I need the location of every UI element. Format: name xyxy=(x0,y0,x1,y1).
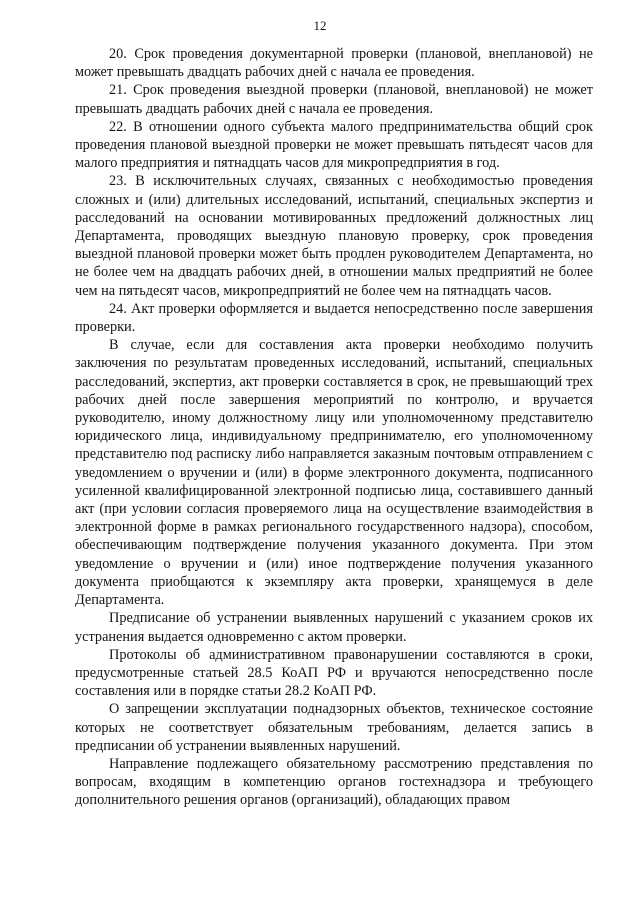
page-number: 12 xyxy=(313,18,327,33)
paragraph-21: 21. Срок проведения выездной проверки (плановой, внеплановой) не может превышать двадцать рабочих дней с начала ее проведения. xyxy=(75,82,593,117)
paragraph-22: 22. В отношении одного субъекта малого предпринимательства общий срок проведения плановой выездной проверки не может превышать пятьдесят часов для малого предприятия и пятнадцать часов для микропредприятия в год. xyxy=(75,118,593,172)
paragraph-act-delivery: В случае, если для составления акта проверки необходимо получить заключения по результатам проведенных исследований, испытаний, специальных расследований, экспертиз, акт проверки составляется в срок, не превышающий трех рабочих дней после завершения мероприятий по контролю, и вручается руководителю, иному должностному лицу или уполномоченному представителю юридического лица, индивидуальному предпринимателю, его уполномоченному представителю под расписку либо направляется заказным почтовым отправлением с уведомлением о вручении и (или) в форме электронного документа, подписанного усиленной квалифицированной электронной подписью лица, составившего данный акт (при условии согласия проверяемого лица на осуществление взаимодействия в электронной форме в рамках регионального государственного надзора), способом, обеспечивающим подтверждение получения указанного документа. При этом уведомление о вручении и (или) иное подтверждение получения указанного документа приобщаются к экземпляру акта проверки, хранящемуся в деле Департамента. xyxy=(75,337,593,609)
paragraph-20: 20. Срок проведения документарной проверки (плановой, внеплановой) не может превышать двадцать рабочих дней с начала ее проведения. xyxy=(75,46,593,81)
paragraph-protocols: Протоколы об административном правонарушении составляются в сроки, предусмотренные статьей 28.5 КоАП РФ и вручаются непосредственно после составления или в порядке статьи 28.2 КоАП РФ. xyxy=(75,646,593,700)
paragraph-24: 24. Акт проверки оформляется и выдается непосредственно после завершения проверки. xyxy=(75,300,593,336)
paragraph-prescription: Предписание об устранении выявленных нарушений с указанием сроков их устранения выдается одновременно с актом проверки. xyxy=(75,610,593,645)
paragraph-operation-ban: О запрещении эксплуатации поднадзорных объектов, техническое состояние которых не соответствует обязательным требованиям, делается запись в предписании об устранении выявленных нарушений. xyxy=(75,701,593,754)
paragraph-submission: Направление подлежащего обязательному рассмотрению представления по вопросам, входящим в компетенцию органов гостехнадзора и требующего дополнительного решения органов (организаций), обладающих правом xyxy=(75,755,593,809)
paragraph-23: 23. В исключительных случаях, связанных с необходимостью проведения сложных и (или) длительных исследований, испытаний, специальных экспертиз и расследований на основании мотивированных предложений должностных лиц Департамента, проводящих выездную плановую проверку, срок проведения выездной плановой проверки может быть продлен руководителем Департамента, но не более чем на двадцать рабочих дней, в отношении малых предприятий не более чем на пятьдесят часов, микропредприятий не более чем на пятнадцать часов. xyxy=(75,173,593,299)
document-body xyxy=(75,45,593,810)
